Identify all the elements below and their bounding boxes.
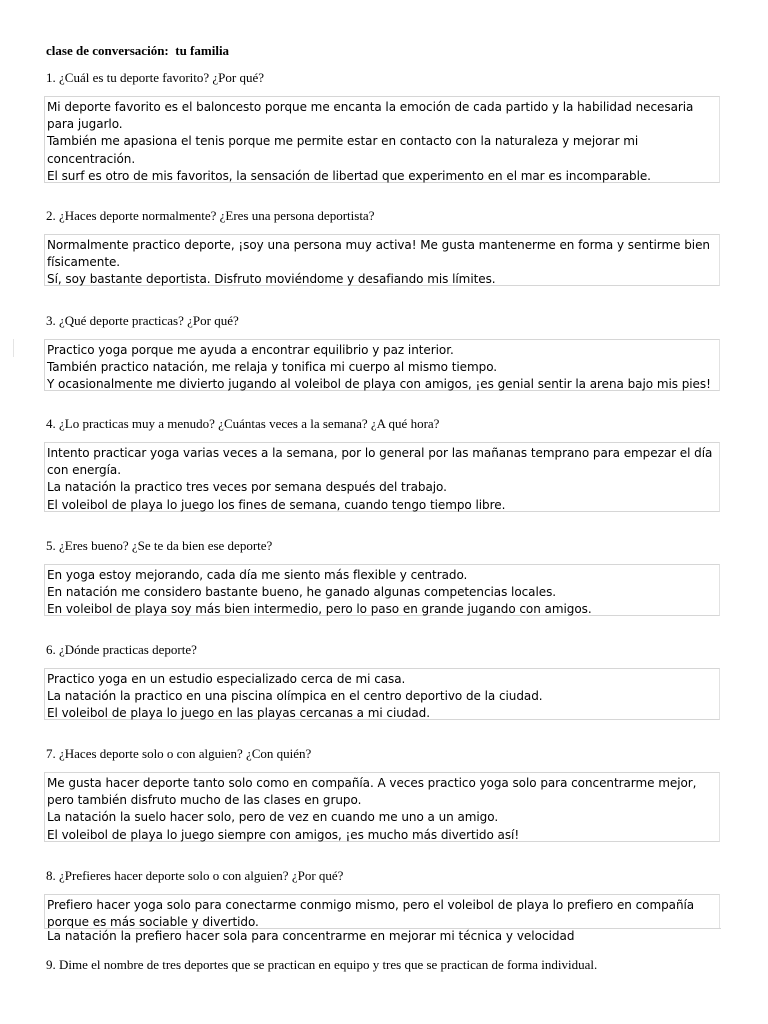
answer-line: En voleibol de playa soy más bien intermedio, pero lo paso en grande jugando con amigos. [47,602,592,617]
answer-line: para jugarlo. [47,117,123,132]
answer-line: También practico natación, me relaja y tonifica mi cuerpo al mismo tiempo. [47,360,498,375]
document-title: clase de conversación: tu familia [46,43,230,58]
answer-line: El voleibol de playa lo juego en las playas cercanas a mi ciudad. [47,706,431,721]
answer-line: Intento practicar yoga varias veces a la semana, por lo general por las mañanas temprano para empezar el día [47,446,713,460]
answer-line: El voleibol de playa lo juego siempre con amigos, ¡es mucho más divertido así! [47,827,520,842]
answer-line: Normalmente practico deporte, ¡soy una persona muy activa! Me gusta mantenerme en forma y sentirme bien [47,238,710,252]
answer-line: También me apasiona el tenis porque me permite estar en contacto con la naturaleza y mejorar mi [47,134,639,149]
answer-line: Y ocasionalmente me divierto jugando al voleibol de playa con amigos, ¡es genial sentir la arena bajo mis pies! [47,377,711,392]
answer-line: Prefiero hacer yoga solo para conectarme conmigo mismo, pero el voleibol de playa lo prefiero en compañía [47,898,695,912]
answer-line: El voleibol de playa lo juego los fines de semana, cuando tengo tiempo libre. [47,497,506,512]
question-7: 7. ¿Haces deporte solo o con alguien? ¿Con quién? [46,746,312,761]
margin-mark [13,339,14,357]
answer-line: La natación la practico tres veces por semana después del trabajo. [47,480,447,495]
answer-box-4 [44,442,720,512]
answer-line: En yoga estoy mejorando, cada día me siento más flexible y centrado. [47,568,468,582]
answer-line: Practico yoga porque me ayuda a encontrar equilibrio y paz interior. [47,343,454,357]
question-5: 5. ¿Eres bueno? ¿Se te da bien ese deporte? [46,538,273,553]
answer-box-8 [44,894,720,929]
answer-line: concentración. [47,151,136,166]
answer-box-6 [44,668,720,720]
answer-line: con energía. [47,463,121,478]
answer-line: Sí, soy bastante deportista. Disfruto moviéndome y desafiando mis límites. [47,272,496,287]
answer-line: El surf es otro de mis favoritos, la sensación de libertad que experimento en el mar es incomparable. [47,168,651,183]
answer-line: Mi deporte favorito es el baloncesto porque me encanta la emoción de cada partido y la habilidad necesaria [47,100,694,114]
question-3: 3. ¿Qué deporte practicas? ¿Por qué? [46,313,239,328]
answer-box-3 [44,339,720,391]
question-2: 2. ¿Haces deporte normalmente? ¿Eres una persona deportista? [46,208,375,223]
question-1: 1. ¿Cuál es tu deporte favorito? ¿Por qué? [46,70,265,85]
answer-box-7 [44,772,720,842]
answer-line: La natación la prefiero hacer sola para concentrarme en mejorar mi técnica y velocidad [47,929,575,943]
answer-line: Practico yoga en un estudio especializado cerca de mi casa. [47,672,406,686]
answer-box-5 [44,564,720,616]
answer-box-1 [44,96,720,183]
question-9: 9. Dime el nombre de tres deportes que se practican en equipo y tres que se practican de forma individual. [46,957,598,972]
answer-line: porque es más sociable y divertido. [47,915,259,930]
answer-line: físicamente. [47,255,121,270]
answer-line: pero también disfruto mucho de las clases en grupo. [47,793,362,808]
question-6: 6. ¿Dónde practicas deporte? [46,642,197,657]
answer-line: La natación la suelo hacer solo, pero de vez en cuando me uno a un amigo. [47,810,499,825]
answer-line: Me gusta hacer deporte tanto solo como en compañía. A veces practico yoga solo para concentrarme mejor, [47,776,697,790]
answer-line: La natación la practico en una piscina olímpica en el centro deportivo de la ciudad. [47,689,543,704]
question-8: 8. ¿Prefieres hacer deporte solo o con alguien? ¿Por qué? [46,868,344,883]
answer-box-2 [44,234,720,286]
question-4: 4. ¿Lo practicas muy a menudo? ¿Cuántas veces a la semana? ¿A qué hora? [46,416,440,431]
answer-line: En natación me considero bastante bueno, he ganado algunas competencias locales. [47,585,557,600]
